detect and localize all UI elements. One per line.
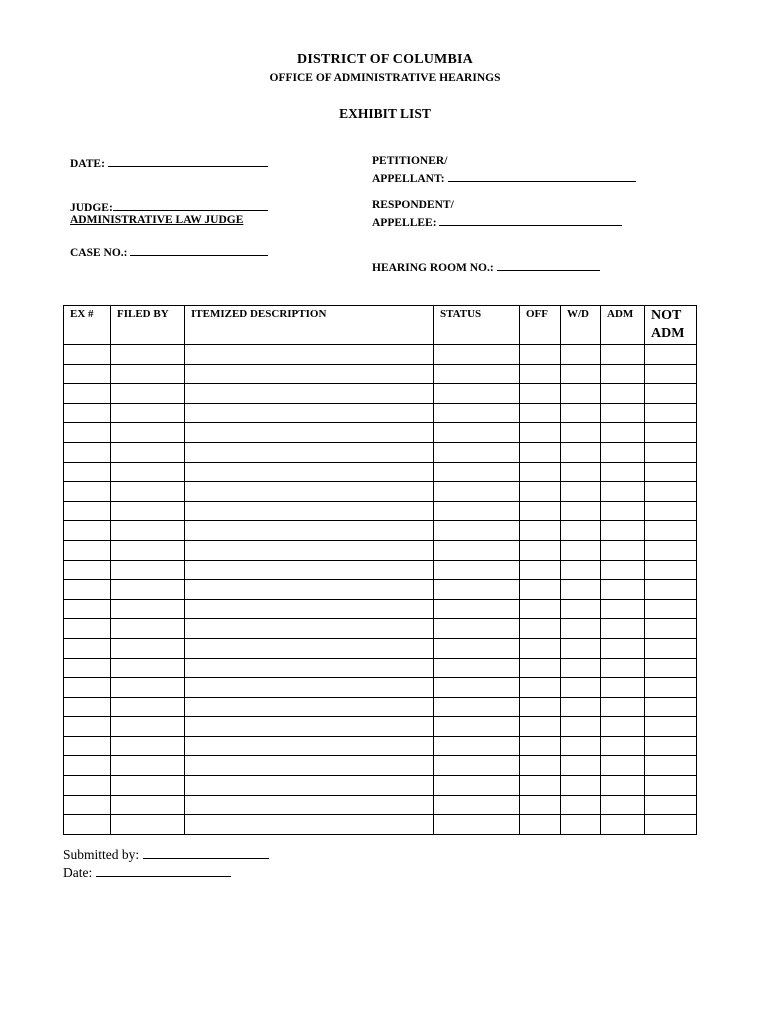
table-cell[interactable] bbox=[111, 580, 185, 600]
table-cell[interactable] bbox=[434, 580, 520, 600]
table-cell[interactable] bbox=[64, 658, 111, 678]
table-cell[interactable] bbox=[645, 599, 697, 619]
table-cell[interactable] bbox=[434, 442, 520, 462]
table-cell[interactable] bbox=[520, 442, 561, 462]
table-cell[interactable] bbox=[64, 599, 111, 619]
table-cell[interactable] bbox=[111, 619, 185, 639]
table-row bbox=[64, 482, 697, 502]
date-label: DATE: bbox=[70, 158, 105, 170]
table-cell[interactable] bbox=[601, 501, 645, 521]
table-cell[interactable] bbox=[185, 678, 434, 698]
table-cell[interactable] bbox=[561, 462, 601, 482]
table-cell[interactable] bbox=[64, 756, 111, 776]
table-cell[interactable] bbox=[64, 697, 111, 717]
judge-label: JUDGE: bbox=[70, 202, 113, 214]
table-cell[interactable] bbox=[185, 345, 434, 365]
table-cell[interactable] bbox=[64, 501, 111, 521]
col-wd: W/D bbox=[561, 306, 601, 345]
table-cell[interactable] bbox=[434, 501, 520, 521]
table-cell[interactable] bbox=[645, 384, 697, 404]
table-cell[interactable] bbox=[64, 364, 111, 384]
petitioner-input[interactable] bbox=[448, 170, 636, 182]
table-cell[interactable] bbox=[520, 364, 561, 384]
table-cell[interactable] bbox=[185, 599, 434, 619]
table-cell[interactable] bbox=[645, 482, 697, 502]
table-cell[interactable] bbox=[601, 345, 645, 365]
table-cell[interactable] bbox=[111, 403, 185, 423]
table-cell[interactable] bbox=[111, 795, 185, 815]
table-row bbox=[64, 736, 697, 756]
table-row bbox=[64, 619, 697, 639]
table-cell[interactable] bbox=[111, 384, 185, 404]
table-cell[interactable] bbox=[645, 462, 697, 482]
table-cell[interactable] bbox=[434, 717, 520, 737]
table-cell[interactable] bbox=[185, 756, 434, 776]
table-row bbox=[64, 776, 697, 796]
table-cell[interactable] bbox=[434, 736, 520, 756]
table-cell[interactable] bbox=[520, 776, 561, 796]
table-cell[interactable] bbox=[645, 345, 697, 365]
col-adm: ADM bbox=[601, 306, 645, 345]
table-cell[interactable] bbox=[601, 795, 645, 815]
table-cell[interactable] bbox=[185, 384, 434, 404]
table-cell[interactable] bbox=[111, 697, 185, 717]
table-row bbox=[64, 462, 697, 482]
table-cell[interactable] bbox=[520, 717, 561, 737]
table-cell[interactable] bbox=[645, 364, 697, 384]
table-cell[interactable] bbox=[561, 678, 601, 698]
table-cell[interactable] bbox=[185, 580, 434, 600]
hearing-room-label: HEARING ROOM NO.: bbox=[372, 262, 494, 274]
submitted-by-label: Submitted by: bbox=[63, 847, 140, 862]
table-cell[interactable] bbox=[561, 403, 601, 423]
table-cell[interactable] bbox=[434, 619, 520, 639]
table-cell[interactable] bbox=[645, 442, 697, 462]
table-cell[interactable] bbox=[111, 658, 185, 678]
judge-caption: ADMINISTRATIVE LAW JUDGE bbox=[70, 214, 244, 226]
table-cell[interactable] bbox=[601, 423, 645, 443]
table-cell[interactable] bbox=[645, 658, 697, 678]
table-cell[interactable] bbox=[520, 619, 561, 639]
case-no-field bbox=[70, 244, 268, 259]
exhibit-table-body bbox=[64, 345, 697, 835]
table-cell[interactable] bbox=[185, 736, 434, 756]
table-cell[interactable] bbox=[601, 736, 645, 756]
table-cell[interactable] bbox=[111, 521, 185, 541]
table-cell[interactable] bbox=[185, 462, 434, 482]
table-cell[interactable] bbox=[645, 795, 697, 815]
table-cell[interactable] bbox=[645, 638, 697, 658]
appellant-label: APPELLANT: bbox=[372, 173, 445, 185]
table-cell[interactable] bbox=[520, 638, 561, 658]
table-cell[interactable] bbox=[111, 560, 185, 580]
footer-date-label: Date: bbox=[63, 865, 93, 880]
table-row bbox=[64, 599, 697, 619]
table-cell[interactable] bbox=[185, 795, 434, 815]
table-cell[interactable] bbox=[561, 638, 601, 658]
table-row bbox=[64, 423, 697, 443]
table-cell[interactable] bbox=[601, 776, 645, 796]
col-filed-by: FILED BY bbox=[111, 306, 185, 345]
table-cell[interactable] bbox=[561, 717, 601, 737]
table-row bbox=[64, 540, 697, 560]
table-cell[interactable] bbox=[601, 364, 645, 384]
table-cell[interactable] bbox=[434, 795, 520, 815]
table-cell[interactable] bbox=[64, 462, 111, 482]
table-row bbox=[64, 795, 697, 815]
table-cell[interactable] bbox=[561, 658, 601, 678]
table-cell[interactable] bbox=[111, 678, 185, 698]
table-cell[interactable] bbox=[64, 482, 111, 502]
hearing-room-input[interactable] bbox=[497, 259, 600, 271]
table-cell[interactable] bbox=[434, 599, 520, 619]
table-cell[interactable] bbox=[601, 403, 645, 423]
table-cell[interactable] bbox=[185, 815, 434, 835]
table-cell[interactable] bbox=[520, 580, 561, 600]
table-cell[interactable] bbox=[434, 658, 520, 678]
table-cell[interactable] bbox=[520, 423, 561, 443]
table-cell[interactable] bbox=[111, 599, 185, 619]
table-cell[interactable] bbox=[434, 638, 520, 658]
table-cell[interactable] bbox=[520, 482, 561, 502]
table-cell[interactable] bbox=[645, 756, 697, 776]
table-cell[interactable] bbox=[111, 756, 185, 776]
footer-date-field bbox=[63, 864, 231, 881]
table-cell[interactable] bbox=[601, 638, 645, 658]
agency-title-text: DISTRICT OF COLUMBIA bbox=[297, 52, 473, 67]
table-row bbox=[64, 403, 697, 423]
table-cell[interactable] bbox=[111, 482, 185, 502]
table-cell[interactable] bbox=[645, 560, 697, 580]
table-cell[interactable] bbox=[520, 462, 561, 482]
table-cell[interactable] bbox=[111, 717, 185, 737]
table-cell[interactable] bbox=[645, 697, 697, 717]
table-cell[interactable] bbox=[601, 619, 645, 639]
table-cell[interactable] bbox=[520, 540, 561, 560]
table-cell[interactable] bbox=[185, 658, 434, 678]
table-cell[interactable] bbox=[561, 364, 601, 384]
table-cell[interactable] bbox=[561, 501, 601, 521]
table-cell[interactable] bbox=[520, 678, 561, 698]
table-cell[interactable] bbox=[64, 619, 111, 639]
table-row bbox=[64, 580, 697, 600]
footer-date-input[interactable] bbox=[96, 864, 231, 877]
table-cell[interactable] bbox=[520, 521, 561, 541]
table-cell[interactable] bbox=[520, 756, 561, 776]
table-cell[interactable] bbox=[434, 560, 520, 580]
table-cell[interactable] bbox=[434, 815, 520, 835]
table-row bbox=[64, 678, 697, 698]
table-row bbox=[64, 442, 697, 462]
table-row bbox=[64, 756, 697, 776]
table-cell[interactable] bbox=[561, 384, 601, 404]
table-cell[interactable] bbox=[645, 501, 697, 521]
table-cell[interactable] bbox=[434, 345, 520, 365]
table-row bbox=[64, 697, 697, 717]
table-cell[interactable] bbox=[520, 384, 561, 404]
table-cell[interactable] bbox=[64, 423, 111, 443]
table-cell[interactable] bbox=[520, 795, 561, 815]
table-cell[interactable] bbox=[561, 345, 601, 365]
table-row bbox=[64, 501, 697, 521]
table-cell[interactable] bbox=[185, 540, 434, 560]
agency-title bbox=[0, 52, 770, 68]
table-cell[interactable] bbox=[601, 521, 645, 541]
table-cell[interactable] bbox=[185, 638, 434, 658]
table-cell[interactable] bbox=[64, 736, 111, 756]
table-cell[interactable] bbox=[434, 482, 520, 502]
table-cell[interactable] bbox=[185, 521, 434, 541]
table-cell[interactable] bbox=[520, 560, 561, 580]
table-cell[interactable] bbox=[111, 462, 185, 482]
table-cell[interactable] bbox=[185, 442, 434, 462]
table-cell[interactable] bbox=[520, 736, 561, 756]
table-cell[interactable] bbox=[64, 345, 111, 365]
table-cell[interactable] bbox=[111, 540, 185, 560]
appellant-field bbox=[372, 170, 636, 185]
table-cell[interactable] bbox=[111, 736, 185, 756]
table-cell[interactable] bbox=[645, 717, 697, 737]
table-cell[interactable] bbox=[601, 462, 645, 482]
table-cell[interactable] bbox=[64, 521, 111, 541]
table-row bbox=[64, 638, 697, 658]
table-cell[interactable] bbox=[434, 756, 520, 776]
table-row bbox=[64, 364, 697, 384]
table-cell[interactable] bbox=[645, 580, 697, 600]
table-row bbox=[64, 560, 697, 580]
table-cell[interactable] bbox=[561, 776, 601, 796]
table-cell[interactable] bbox=[520, 658, 561, 678]
judge-field bbox=[70, 199, 268, 214]
table-row bbox=[64, 658, 697, 678]
table-cell[interactable] bbox=[64, 776, 111, 796]
table-cell[interactable] bbox=[185, 697, 434, 717]
table-cell[interactable] bbox=[601, 442, 645, 462]
table-cell[interactable] bbox=[561, 540, 601, 560]
table-cell[interactable] bbox=[434, 423, 520, 443]
table-cell[interactable] bbox=[601, 697, 645, 717]
date-field bbox=[70, 155, 268, 170]
appellee-field bbox=[372, 214, 622, 229]
table-header-row bbox=[64, 306, 697, 345]
submitted-by-input[interactable] bbox=[143, 846, 269, 859]
table-cell[interactable] bbox=[645, 736, 697, 756]
table-cell[interactable] bbox=[601, 482, 645, 502]
table-cell[interactable] bbox=[64, 384, 111, 404]
table-cell[interactable] bbox=[520, 599, 561, 619]
col-ex-number: EX # bbox=[64, 306, 111, 345]
table-cell[interactable] bbox=[520, 815, 561, 835]
table-cell[interactable] bbox=[645, 619, 697, 639]
table-row bbox=[64, 815, 697, 835]
table-cell[interactable] bbox=[64, 638, 111, 658]
table-cell[interactable] bbox=[185, 423, 434, 443]
table-cell[interactable] bbox=[185, 482, 434, 502]
table-cell[interactable] bbox=[601, 580, 645, 600]
table-cell[interactable] bbox=[561, 795, 601, 815]
submitted-by-field bbox=[63, 846, 269, 863]
table-cell[interactable] bbox=[64, 678, 111, 698]
respondent-label: RESPONDENT/ bbox=[372, 199, 454, 211]
table-cell[interactable] bbox=[561, 756, 601, 776]
document-title: EXHIBIT LIST bbox=[339, 106, 431, 121]
office-subtitle bbox=[0, 72, 770, 84]
judge-input[interactable] bbox=[113, 199, 268, 211]
table-cell[interactable] bbox=[561, 423, 601, 443]
table-row bbox=[64, 717, 697, 737]
table-row bbox=[64, 384, 697, 404]
office-subtitle-text: OFFICE OF ADMINISTRATIVE HEARINGS bbox=[269, 72, 501, 84]
respondent-input[interactable] bbox=[439, 214, 622, 226]
petitioner-label: PETITIONER/ bbox=[372, 155, 448, 167]
table-cell[interactable] bbox=[645, 540, 697, 560]
case-no-label: CASE NO.: bbox=[70, 247, 128, 259]
table-cell[interactable] bbox=[64, 795, 111, 815]
table-cell[interactable] bbox=[601, 540, 645, 560]
date-input[interactable] bbox=[108, 155, 268, 167]
table-cell[interactable] bbox=[185, 403, 434, 423]
table-cell[interactable] bbox=[601, 815, 645, 835]
table-cell[interactable] bbox=[520, 697, 561, 717]
col-off: OFF bbox=[520, 306, 561, 345]
table-cell[interactable] bbox=[111, 815, 185, 835]
table-cell[interactable] bbox=[520, 501, 561, 521]
hearing-room-field bbox=[372, 259, 600, 274]
table-cell[interactable] bbox=[601, 560, 645, 580]
table-cell[interactable] bbox=[601, 658, 645, 678]
table-cell[interactable] bbox=[561, 521, 601, 541]
table-cell[interactable] bbox=[185, 619, 434, 639]
table-cell[interactable] bbox=[434, 678, 520, 698]
table-cell[interactable] bbox=[64, 717, 111, 737]
col-itemized-description: ITEMIZED DESCRIPTION bbox=[185, 306, 434, 345]
table-cell[interactable] bbox=[434, 384, 520, 404]
table-cell[interactable] bbox=[111, 364, 185, 384]
table-cell[interactable] bbox=[111, 776, 185, 796]
col-status: STATUS bbox=[434, 306, 520, 345]
table-cell[interactable] bbox=[111, 501, 185, 521]
table-cell[interactable] bbox=[64, 403, 111, 423]
appellee-label: APPELLEE: bbox=[372, 217, 437, 229]
table-cell[interactable] bbox=[111, 638, 185, 658]
table-cell[interactable] bbox=[561, 697, 601, 717]
table-cell[interactable] bbox=[434, 776, 520, 796]
table-cell[interactable] bbox=[64, 560, 111, 580]
table-cell[interactable] bbox=[64, 540, 111, 560]
table-row bbox=[64, 345, 697, 365]
table-cell[interactable] bbox=[601, 599, 645, 619]
table-cell[interactable] bbox=[561, 442, 601, 462]
table-cell[interactable] bbox=[601, 384, 645, 404]
table-cell[interactable] bbox=[111, 442, 185, 462]
table-cell[interactable] bbox=[561, 619, 601, 639]
table-cell[interactable] bbox=[111, 345, 185, 365]
table-cell[interactable] bbox=[561, 580, 601, 600]
table-cell[interactable] bbox=[561, 599, 601, 619]
table-cell[interactable] bbox=[561, 482, 601, 502]
exhibit-table bbox=[63, 305, 697, 835]
table-cell[interactable] bbox=[434, 540, 520, 560]
table-cell[interactable] bbox=[561, 560, 601, 580]
table-row bbox=[64, 521, 697, 541]
case-no-input[interactable] bbox=[130, 244, 268, 256]
col-not-adm: NOT ADM bbox=[645, 306, 697, 345]
table-cell[interactable] bbox=[185, 717, 434, 737]
table-cell[interactable] bbox=[64, 815, 111, 835]
table-cell[interactable] bbox=[64, 442, 111, 462]
table-cell[interactable] bbox=[645, 521, 697, 541]
table-cell[interactable] bbox=[601, 717, 645, 737]
table-cell[interactable] bbox=[434, 364, 520, 384]
table-cell[interactable] bbox=[645, 403, 697, 423]
table-cell[interactable] bbox=[434, 521, 520, 541]
table-cell[interactable] bbox=[64, 580, 111, 600]
table-cell[interactable] bbox=[111, 423, 185, 443]
table-cell[interactable] bbox=[645, 423, 697, 443]
table-cell[interactable] bbox=[645, 678, 697, 698]
table-cell[interactable] bbox=[645, 815, 697, 835]
table-cell[interactable] bbox=[434, 697, 520, 717]
table-cell[interactable] bbox=[520, 345, 561, 365]
table-cell[interactable] bbox=[185, 501, 434, 521]
table-cell[interactable] bbox=[185, 776, 434, 796]
table-cell[interactable] bbox=[561, 815, 601, 835]
table-cell[interactable] bbox=[434, 403, 520, 423]
table-cell[interactable] bbox=[561, 736, 601, 756]
table-cell[interactable] bbox=[520, 403, 561, 423]
table-cell[interactable] bbox=[601, 756, 645, 776]
table-cell[interactable] bbox=[434, 462, 520, 482]
table-cell[interactable] bbox=[185, 364, 434, 384]
table-cell[interactable] bbox=[645, 776, 697, 796]
table-cell[interactable] bbox=[601, 678, 645, 698]
table-cell[interactable] bbox=[185, 560, 434, 580]
